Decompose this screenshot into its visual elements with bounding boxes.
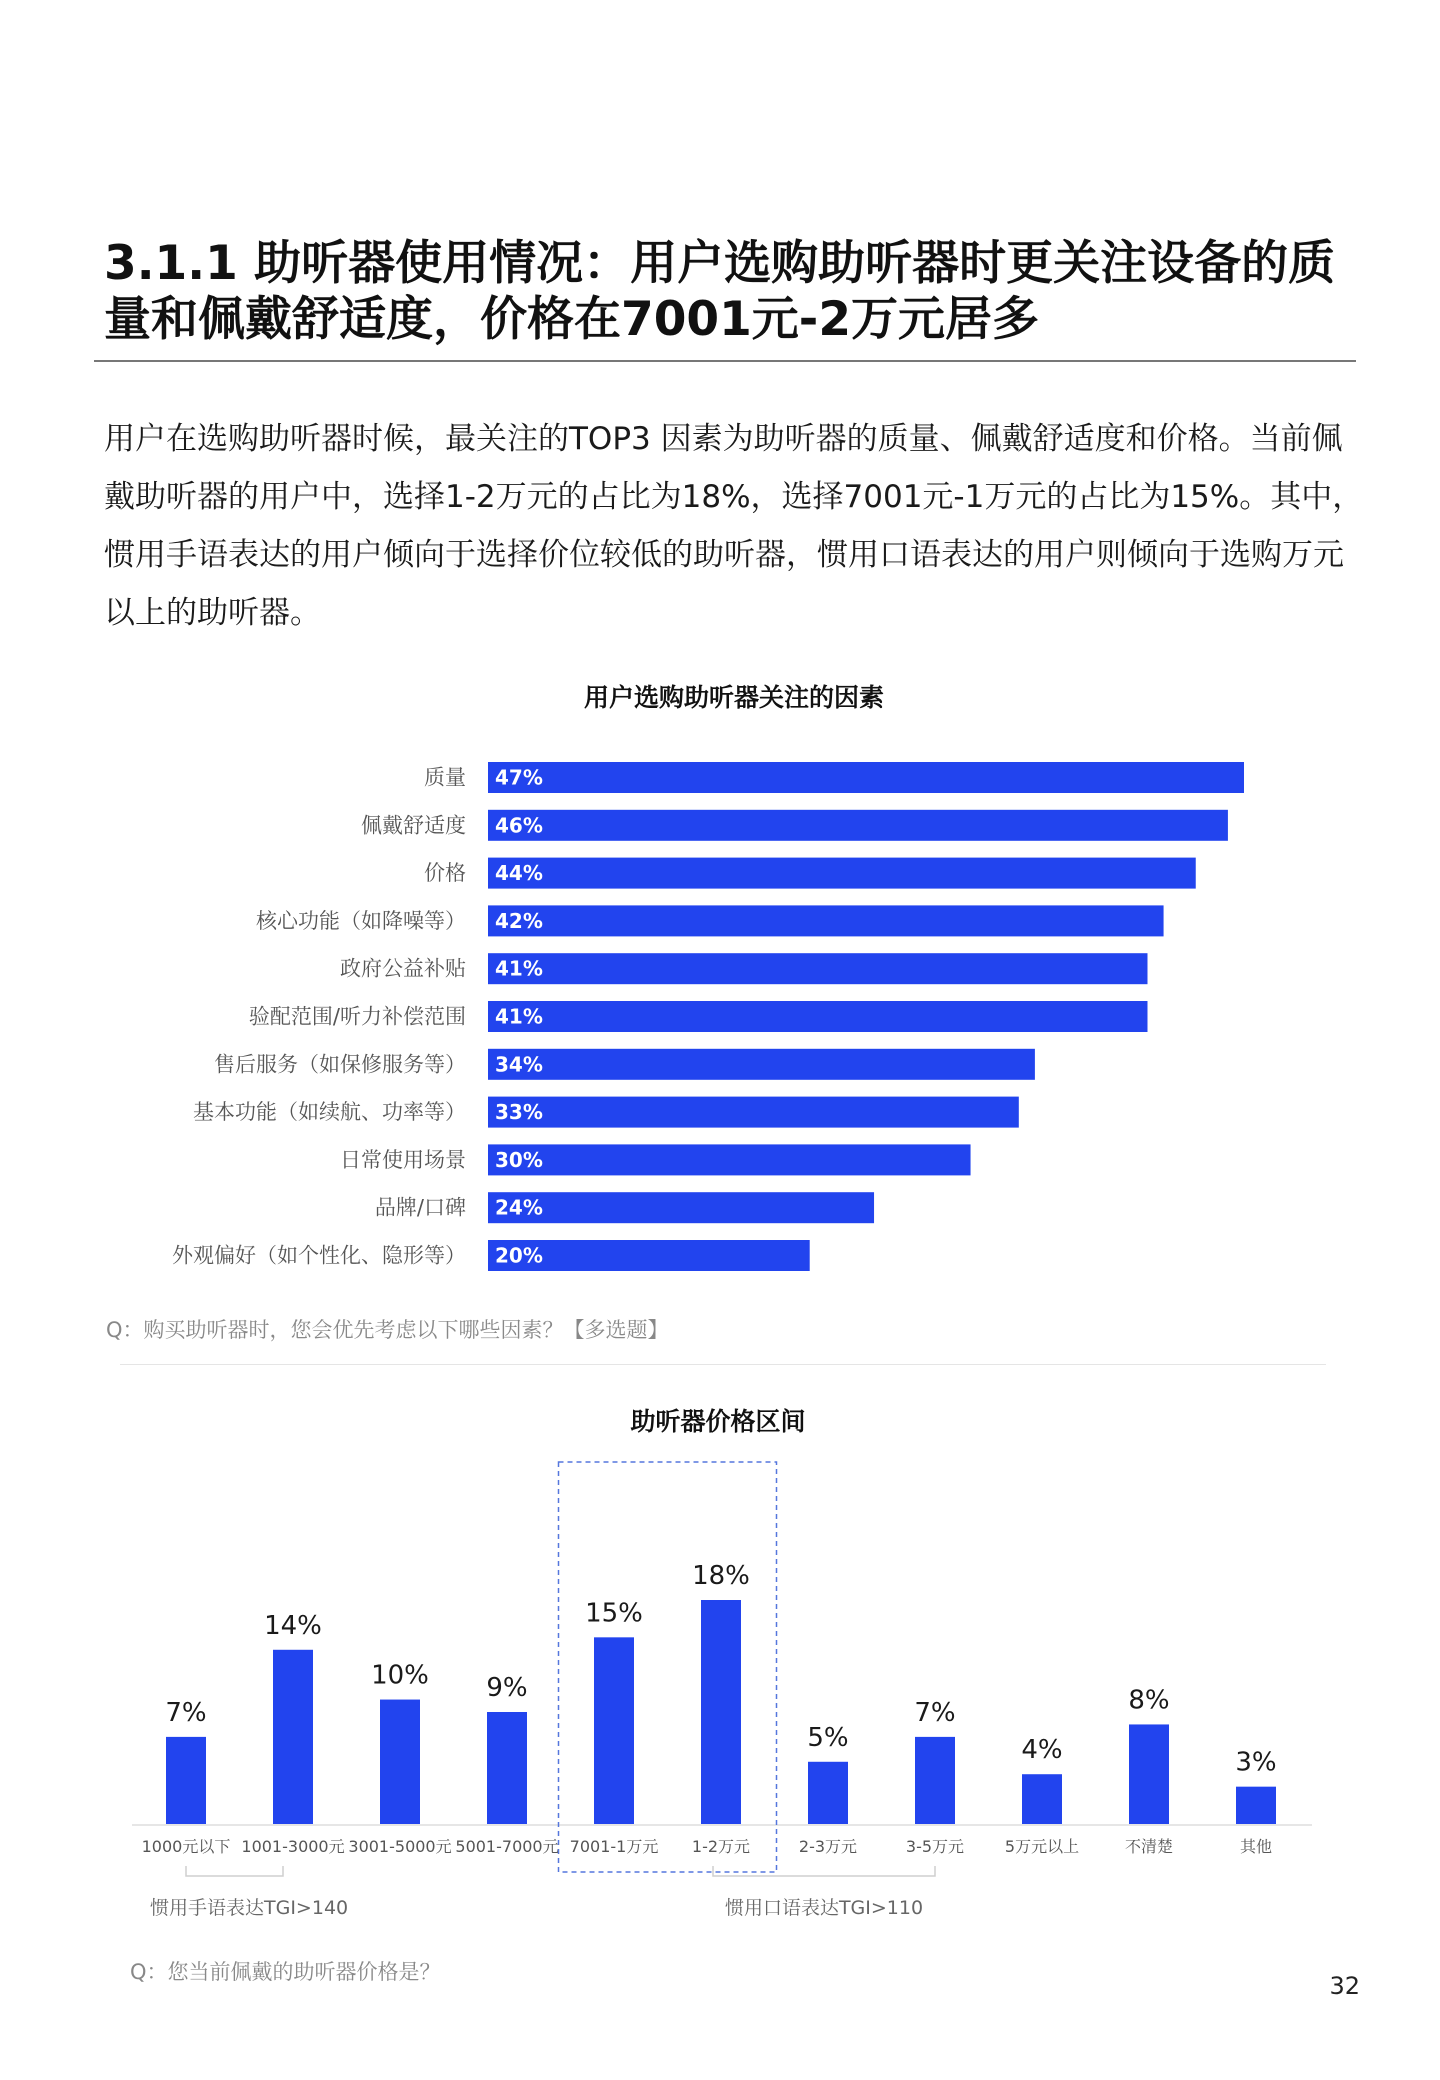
factor-bar (488, 1097, 1019, 1128)
price-tick-label: 1001-3000元 (241, 1837, 345, 1856)
price-tick-label: 5001-7000元 (455, 1837, 559, 1856)
price-tick-label: 1-2万元 (691, 1837, 751, 1856)
tgi-bracket (186, 1866, 283, 1876)
page-number: 32 (1329, 1972, 1360, 2000)
factor-bar (488, 1144, 971, 1175)
factor-value-label: 30% (495, 1147, 543, 1172)
price-bar-chart (0, 1450, 1440, 1930)
factors-chart-title: 用户选购助听器关注的因素 (583, 683, 884, 712)
factor-bar (488, 1001, 1147, 1032)
price-tick-label: 7001-1万元 (569, 1837, 659, 1856)
price-value-label: 8% (1128, 1685, 1170, 1716)
factor-bar (488, 1049, 1035, 1080)
price-tick-label: 3001-5000元 (348, 1837, 452, 1856)
price-bar (808, 1762, 848, 1824)
factor-label: 品牌/口碑 (374, 1195, 466, 1220)
tgi-annotation: 惯用口语表达TGI>110 (724, 1897, 924, 1919)
factor-label: 基本功能（如续航、功率等） (193, 1100, 466, 1125)
factor-value-label: 44% (495, 861, 543, 886)
factor-value-label: 46% (495, 813, 543, 838)
factor-value-label: 47% (495, 765, 543, 790)
price-value-label: 15% (585, 1598, 643, 1629)
factor-label: 日常使用场景 (340, 1147, 466, 1172)
factor-value-label: 42% (495, 908, 543, 933)
factor-label: 价格 (424, 861, 466, 886)
price-tick-label: 不清楚 (1124, 1837, 1174, 1856)
factor-value-label: 41% (495, 1004, 543, 1029)
price-bar (380, 1700, 420, 1824)
factor-value-label: 41% (495, 956, 543, 981)
price-value-label: 4% (1021, 1735, 1063, 1766)
price-bar (166, 1737, 206, 1824)
tgi-bracket (713, 1866, 935, 1876)
section-heading: 3.1.1 助听器使用情况：用户选购助听器时更关注设备的质量和佩戴舒适度，价格在7001元-2万元居多 (104, 236, 1336, 347)
price-value-label: 7% (165, 1697, 207, 1728)
factor-bar (488, 953, 1147, 984)
price-bar (1129, 1724, 1169, 1824)
factors-bar-chart (0, 750, 1440, 1280)
section-divider (120, 1364, 1326, 1365)
price-value-label: 18% (692, 1561, 750, 1591)
price-value-label: 7% (914, 1697, 956, 1728)
factor-label: 验配范围/听力补偿范围 (248, 1004, 466, 1029)
price-bar (594, 1637, 634, 1824)
factor-value-label: 33% (495, 1100, 543, 1125)
factors-question: Q：购买助听器时，您会优先考虑以下哪些因素？【多选题】 (106, 1318, 669, 1342)
factor-value-label: 24% (495, 1195, 543, 1220)
price-bar (1022, 1774, 1062, 1824)
price-value-label: 10% (371, 1660, 429, 1691)
highlight-box (559, 1462, 777, 1872)
price-tick-label: 5万元以上 (1004, 1837, 1080, 1856)
factor-label: 核心功能（如降噪等） (256, 908, 466, 933)
intro-paragraph: 用户在选购助听器时候，最关注的TOP3 因素为助听器的质量、佩戴舒适度和价格。当前佩戴助听器的用户中，选择1-2万元的占比为18%，选择7001元-1万元的占比为15%。其中，惯用手语表达的用户倾向于选择价位较低的助听器，惯用口语表达的用户则倾向于选购万元以上的助听器。 (104, 421, 1364, 631)
price-tick-label: 3-5万元 (905, 1837, 965, 1856)
price-question: Q：您当前佩戴的助听器价格是？ (130, 1960, 441, 1984)
tgi-annotation: 惯用手语表达TGI>140 (150, 1897, 349, 1919)
heading-divider (94, 360, 1356, 362)
price-tick-label: 1000元以下 (141, 1837, 231, 1856)
factor-bar (488, 1192, 874, 1223)
price-value-label: 3% (1235, 1747, 1277, 1778)
factor-label: 售后服务（如保修服务等） (214, 1052, 466, 1077)
factor-label: 外观偏好（如个性化、隐形等） (172, 1243, 466, 1268)
price-value-label: 9% (486, 1673, 528, 1703)
price-bar (701, 1600, 741, 1824)
price-tick-label: 其他 (1239, 1837, 1273, 1856)
factor-label: 政府公益补贴 (340, 956, 466, 981)
factor-bar (488, 762, 1244, 793)
price-chart-title: 助听器价格区间 (630, 1407, 806, 1436)
price-value-label: 14% (264, 1610, 322, 1641)
factor-value-label: 34% (495, 1052, 543, 1077)
factor-label: 佩戴舒适度 (361, 813, 466, 838)
price-bar (487, 1712, 527, 1824)
price-bar (273, 1650, 313, 1824)
factor-bar (488, 905, 1164, 936)
factor-bar (488, 810, 1228, 841)
price-tick-label: 2-3万元 (798, 1837, 858, 1856)
factor-label: 质量 (424, 765, 466, 790)
price-bar (1236, 1787, 1276, 1824)
price-bar (915, 1737, 955, 1824)
price-value-label: 5% (807, 1722, 849, 1753)
factor-bar (488, 858, 1196, 889)
factor-value-label: 20% (495, 1243, 543, 1268)
